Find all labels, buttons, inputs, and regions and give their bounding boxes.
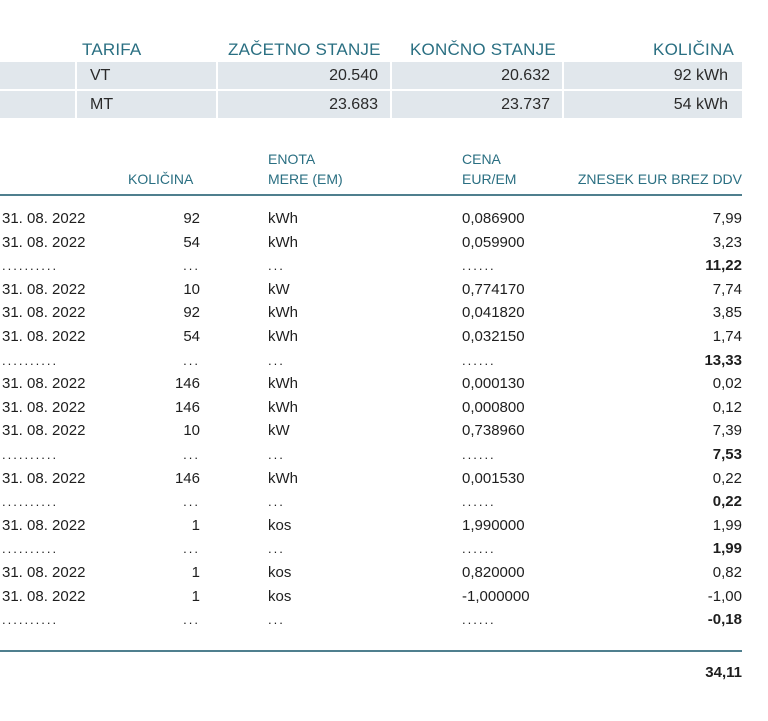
cell-date: 31. 08. 2022	[2, 281, 86, 298]
cell-amount: 0,12	[712, 399, 742, 416]
table-row	[0, 396, 768, 420]
cell-date: ..........	[2, 447, 59, 462]
table-row	[0, 561, 768, 585]
cell-qty: 92	[183, 210, 200, 227]
cell-amount: 7,53	[712, 446, 742, 463]
meter-kolicina: 92 kWh	[564, 62, 742, 89]
cell-date: 31. 08. 2022	[2, 470, 86, 487]
cell-date: ..........	[2, 612, 59, 627]
cell-price: 0,041820	[462, 304, 525, 321]
header-kolicina: KOLIČINA	[653, 40, 734, 59]
cell-date: 31. 08. 2022	[2, 564, 86, 581]
cell-qty: ...	[183, 447, 200, 462]
cell-date: 31. 08. 2022	[2, 422, 86, 439]
header-enota-line2: MERE (EM)	[268, 171, 343, 187]
cell-amount: 11,22	[705, 257, 742, 274]
cell-unit: ...	[268, 353, 285, 368]
table-row	[0, 467, 768, 491]
cell-price: 0,774170	[462, 281, 525, 298]
table-row	[0, 419, 768, 443]
total-divider	[0, 650, 742, 652]
subtotal-row	[0, 537, 768, 561]
cell-unit: kW	[268, 422, 290, 439]
subtotal-row	[0, 443, 768, 467]
header-enota-line1: ENOTA	[268, 151, 316, 167]
meter-row-spacer	[0, 62, 75, 89]
cell-amount: 3,85	[712, 304, 742, 321]
meter-tarifa: VT	[77, 62, 216, 89]
meter-tarifa: MT	[77, 91, 216, 118]
cell-qty: 10	[183, 422, 200, 439]
table-row	[0, 372, 768, 396]
cell-qty: ...	[183, 612, 200, 627]
meter-row-mt	[0, 91, 742, 118]
cell-price: 0,001530	[462, 470, 525, 487]
cell-qty: ...	[183, 494, 200, 509]
cell-unit: kWh	[268, 399, 298, 416]
cell-price: -1,000000	[462, 588, 530, 605]
cell-unit: ...	[268, 258, 285, 273]
meter-koncno: 23.737	[392, 91, 562, 118]
cell-price: 0,059900	[462, 234, 525, 251]
cell-qty: 1	[191, 517, 200, 534]
cell-amount: 0,22	[712, 470, 742, 487]
cell-price: 0,000130	[462, 375, 525, 392]
cell-price: 1,990000	[462, 517, 525, 534]
cell-unit: ...	[268, 494, 285, 509]
cell-date: ..........	[2, 258, 59, 273]
cell-unit: kos	[268, 588, 292, 605]
header-cena-line1: CENA	[462, 151, 501, 167]
cell-price: 0,738960	[462, 422, 525, 439]
cell-qty: 1	[191, 588, 200, 605]
header-koncno-stanje: KONČNO STANJE	[410, 40, 556, 59]
cell-price: 0,032150	[462, 328, 525, 345]
meter-zacetno: 23.683	[218, 91, 390, 118]
cell-qty: 10	[183, 281, 200, 298]
cell-qty: 146	[174, 399, 200, 416]
cell-unit: kWh	[268, 304, 298, 321]
subtotal-row	[0, 608, 768, 632]
cell-unit: kWh	[268, 470, 298, 487]
cell-unit: kWh	[268, 234, 298, 251]
meter-kolicina: 54 kWh	[564, 91, 742, 118]
cell-unit: kW	[268, 281, 290, 298]
items-table-header	[0, 148, 768, 192]
cell-qty: 1	[191, 564, 200, 581]
cell-date: 31. 08. 2022	[2, 399, 86, 416]
table-row	[0, 207, 768, 231]
cell-date: ..........	[2, 541, 59, 556]
cell-unit: ...	[268, 541, 285, 556]
cell-date: 31. 08. 2022	[2, 328, 86, 345]
cell-unit: kWh	[268, 328, 298, 345]
header-zacetno-stanje: ZAČETNO STANJE	[228, 40, 381, 59]
cell-unit: kos	[268, 517, 292, 534]
subtotal-row	[0, 349, 768, 373]
cell-qty: 146	[174, 375, 200, 392]
cell-price: 0,820000	[462, 564, 525, 581]
cell-price: ......	[462, 447, 496, 462]
header-znesek: ZNESEK EUR BREZ DDV	[577, 171, 742, 187]
cell-amount: 7,99	[712, 210, 742, 227]
table-row	[0, 301, 768, 325]
cell-amount: 1,74	[712, 328, 742, 345]
subtotal-row	[0, 490, 768, 514]
cell-unit: kWh	[268, 375, 298, 392]
meter-zacetno: 20.540	[218, 62, 390, 89]
subtotal-row	[0, 254, 768, 278]
meter-koncno: 20.632	[392, 62, 562, 89]
cell-qty: 54	[183, 328, 200, 345]
cell-unit: kos	[268, 564, 292, 581]
cell-date: 31. 08. 2022	[2, 517, 86, 534]
cell-date: 31. 08. 2022	[2, 375, 86, 392]
cell-unit: ...	[268, 447, 285, 462]
cell-amount: 7,74	[712, 281, 742, 298]
cell-amount: 0,82	[712, 564, 742, 581]
header-tarifa: TARIFA	[82, 40, 142, 59]
cell-price: ......	[462, 612, 496, 627]
cell-amount: -1,00	[707, 588, 742, 605]
cell-price: 0,086900	[462, 210, 525, 227]
cell-unit: ...	[268, 612, 285, 627]
cell-qty: ...	[183, 353, 200, 368]
meter-row-vt	[0, 62, 742, 89]
cell-qty: 54	[183, 234, 200, 251]
cell-date: 31. 08. 2022	[2, 588, 86, 605]
meter-row-spacer	[0, 91, 75, 118]
grand-total: 34,11	[705, 664, 742, 681]
cell-amount: -0,18	[707, 611, 742, 628]
cell-amount: 1,99	[712, 517, 742, 534]
header-items-kolicina: KOLIČINA	[128, 171, 194, 187]
cell-price: ......	[462, 353, 496, 368]
cell-qty: ...	[183, 541, 200, 556]
table-row	[0, 325, 768, 349]
meter-table-header	[0, 40, 768, 62]
cell-price: 0,000800	[462, 399, 525, 416]
header-divider	[0, 194, 742, 196]
cell-amount: 7,39	[712, 422, 742, 439]
cell-unit: kWh	[268, 210, 298, 227]
table-row	[0, 585, 768, 609]
table-row	[0, 278, 768, 302]
cell-amount: 0,22	[712, 493, 742, 510]
cell-price: ......	[462, 258, 496, 273]
cell-qty: 146	[174, 470, 200, 487]
table-row	[0, 231, 768, 255]
cell-amount: 13,33	[704, 352, 742, 369]
cell-price: ......	[462, 541, 496, 556]
cell-amount: 1,99	[712, 540, 742, 557]
cell-date: ..........	[2, 353, 59, 368]
cell-qty: ...	[183, 258, 200, 273]
cell-price: ......	[462, 494, 496, 509]
table-row	[0, 514, 768, 538]
cell-date: 31. 08. 2022	[2, 234, 86, 251]
cell-date: 31. 08. 2022	[2, 304, 86, 321]
cell-date: 31. 08. 2022	[2, 210, 86, 227]
cell-amount: 0,02	[712, 375, 742, 392]
cell-date: ..........	[2, 494, 59, 509]
cell-qty: 92	[183, 304, 200, 321]
header-cena-line2: EUR/EM	[462, 171, 517, 187]
cell-amount: 3,23	[712, 234, 742, 251]
